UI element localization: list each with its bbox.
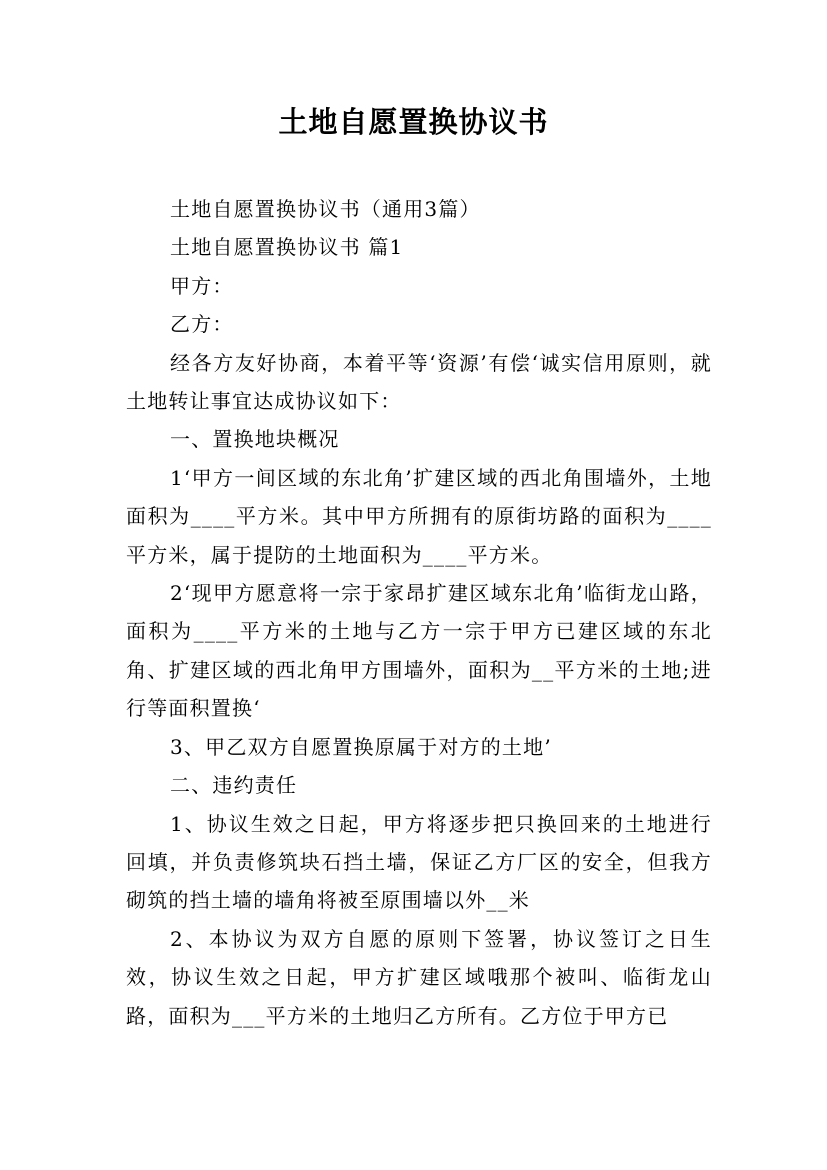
- paragraph-clause-2-1: 1、协议生效之日起，甲方将逐步把只换回来的土地进行回填，并负责修筑块石挡土墙，保证乙方厂区的安全，但我方砌筑的挡土墙的墙角将被至原围墙以外__米: [126, 811, 712, 913]
- paragraph-clause-2-2: 2、本协议为双方自愿的原则下签署，协议签订之日生效，协议生效之日起，甲方扩建区域哦那个被叫、临街龙山路，面积为___平方米的土地归乙方所有。乙方位于甲方已: [126, 926, 712, 1028]
- paragraph-party-a: 甲方：: [170, 273, 234, 298]
- paragraph-part-heading: 土地自愿置换协议书 篇1: [170, 235, 404, 260]
- section-heading-liability: 二、违约责任: [170, 773, 298, 798]
- paragraph-clause-1-1: 1‘甲方一间区域的东北角’扩建区域的西北角围墙外，土地面积为____平方米。其中甲方所拥有的原街坊路的面积为____平方米，属于提防的土地面积为____平方米。: [126, 465, 712, 567]
- paragraph-clause-1-3: 3、甲乙双方自愿置换原属于对方的土地’: [170, 734, 552, 759]
- paragraph-party-b: 乙方：: [170, 312, 234, 337]
- paragraph-subtitle: 土地自愿置换协议书（通用3篇）: [170, 197, 481, 221]
- document-title: 土地自愿置换协议书: [278, 105, 549, 139]
- section-heading-land-overview: 一、置换地块概况: [170, 427, 340, 452]
- document-body: [126, 190, 712, 1035]
- paragraph-clause-1-2: 2‘现甲方愿意将一宗于家昂扩建区域东北角’临街龙山路，面积为____平方米的土地与乙方一宗于甲方已建区域的东北角、扩建区域的西北角甲方围墙外，面积为__平方米的土地;进行等面积置换‘: [126, 581, 712, 721]
- paragraph-preamble: 经各方友好协商，本着平等‘资源’有偿‘诚实信用原则，就土地转让事宜达成协议如下：: [126, 350, 712, 414]
